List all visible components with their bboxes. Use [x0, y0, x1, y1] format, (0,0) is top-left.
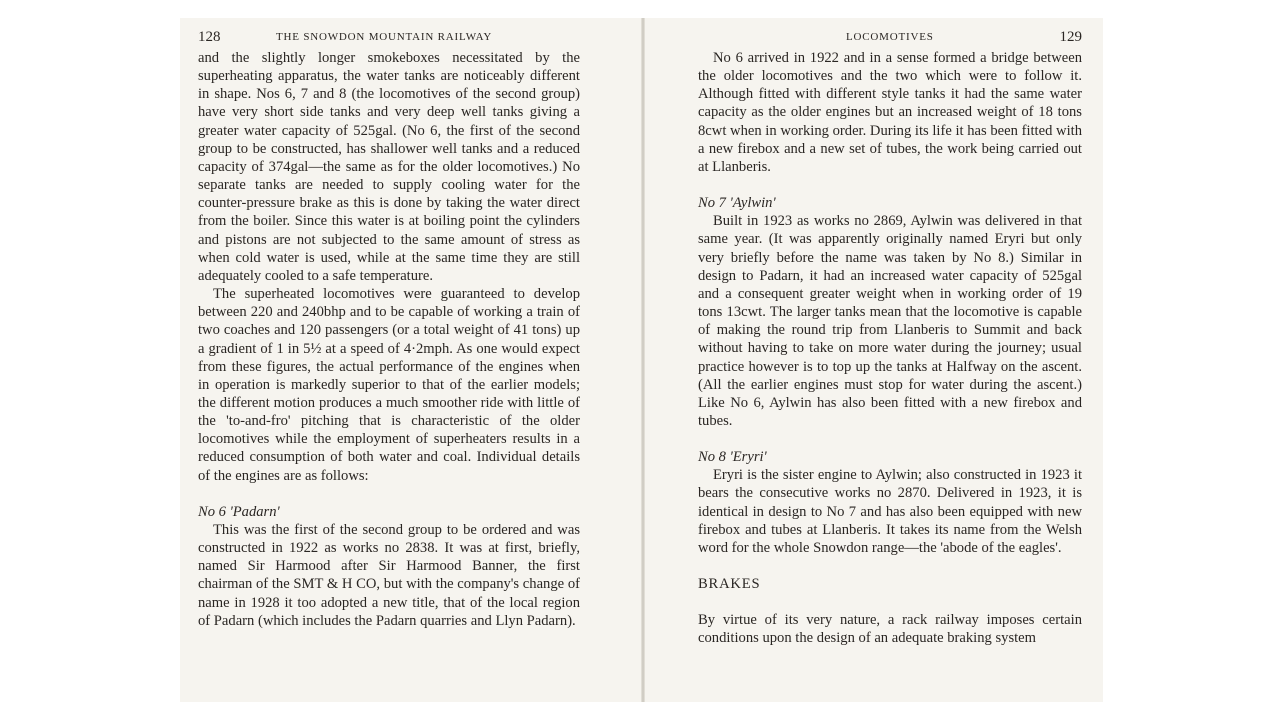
paragraph: Eryri is the sister engine to Aylwin; also constructed in 1923 it bears the consecutive works no 2870. Delivered in 1923, it is identical in design to No 7 and has also been equipped with new firebox and tubes at Llanberis. It takes its name from the Welsh word for the whole Snowdon range—the 'abode of the eagles'. — [698, 467, 1082, 556]
paragraph: This was the first of the second group to be ordered and was constructed in 1922 as works no 2838. It was at first, briefly, named Sir Harmood after Sir Harmood Banner, the first chairman of the SMT & H CO, but with the company's change of name in 1928 it too adopted a new title, that of the local region of Padarn (which includes the Padarn quarries and Llyn Padarn). — [198, 521, 580, 629]
paragraph: and the slightly longer smokeboxes necessitated by the superheating apparatus, the water tanks are noticeably different in shape. Nos 6, 7 and 8 (the locomotives of the second group) have very short side tanks and very deep well tanks giving a greater water capacity of 525gal. (No 6, the first of the second group to be constructed, has shallower well tanks and a reduced capacity of 374gal—the same as for the older locomotives.) No separate tanks are needed to supply cooling water for the counter-pressure brake as this is done by taking the water direct from the boiler. Since this water is at boiling point the cylinders and pistons are not subjected to the same amount of stress as when cold water is used, while at the same time they are still adequately cooled to a safe temperature. — [198, 50, 580, 284]
paragraph: Built in 1923 as works no 2869, Aylwin was delivered in that same year. (It was apparently originally named Eryri but only very briefly before the name was taken by No 8.) Similar in design to Padarn, it had an increased water capacity of 525gal and a consequent greater weight when in working order of 19 tons 13cwt. The larger tanks mean that the locomotive is capable of making the round trip from Llanberis to Summit and back without having to take on more water during the journey; usual practice however is to top up the tanks at Halfway on the ascent. (All the earlier engines must stop for water during the ascent.) Like No 6, Aylwin has also been fitted with a new firebox and tubes. — [698, 213, 1082, 429]
section-heading: BRAKES — [698, 576, 761, 593]
subheading: No 6 'Padarn' — [198, 503, 280, 520]
subheading: No 7 'Aylwin' — [698, 195, 776, 212]
right-body-text — [698, 49, 1082, 648]
right-page — [698, 18, 1082, 702]
running-title: LOCOMOTIVES — [846, 31, 934, 43]
left-body-text — [198, 49, 580, 630]
paragraph: The superheated locomotives were guaranteed to develop between 220 and 240bhp and to be capable of working a train of two coaches and 120 passengers (or a total weight of 41 tons) up a gradient of 1 in 5½ at a speed of 4·2mph. As one would expect from these figures, the actual performance of the engines when in operation is markedly superior to that of the earlier models; the different motion produces a much smoother ride with little of the 'to-and-fro' pitching that is characteristic of the older locomotives while the employment of superheaters results in a reduced consumption of both water and coal. Individual details of the engines are as follows: — [198, 286, 580, 484]
paragraph: No 6 arrived in 1922 and in a sense formed a bridge between the older locomotives and the two which were to follow it. Although fitted with different style tanks it had the same water capacity as the older engines but an increased weight of 18 tons 8cwt when in working order. During its life it has been fitted with a new firebox and a new set of tubes, the work being carried out at Llanberis. — [698, 50, 1082, 175]
subheading: No 8 'Eryri' — [698, 449, 767, 466]
running-head-right — [698, 29, 1082, 49]
running-title: THE SNOWDON MOUNTAIN RAILWAY — [276, 31, 493, 43]
book-spread — [180, 18, 1103, 702]
running-head-left — [198, 29, 580, 49]
left-page — [198, 18, 580, 702]
book-gutter — [641, 18, 645, 702]
page-number: 128 — [198, 29, 221, 45]
paragraph: By virtue of its very nature, a rack railway imposes certain conditions upon the design of an adequate braking system — [698, 612, 1082, 647]
page-number: 129 — [1059, 29, 1082, 45]
